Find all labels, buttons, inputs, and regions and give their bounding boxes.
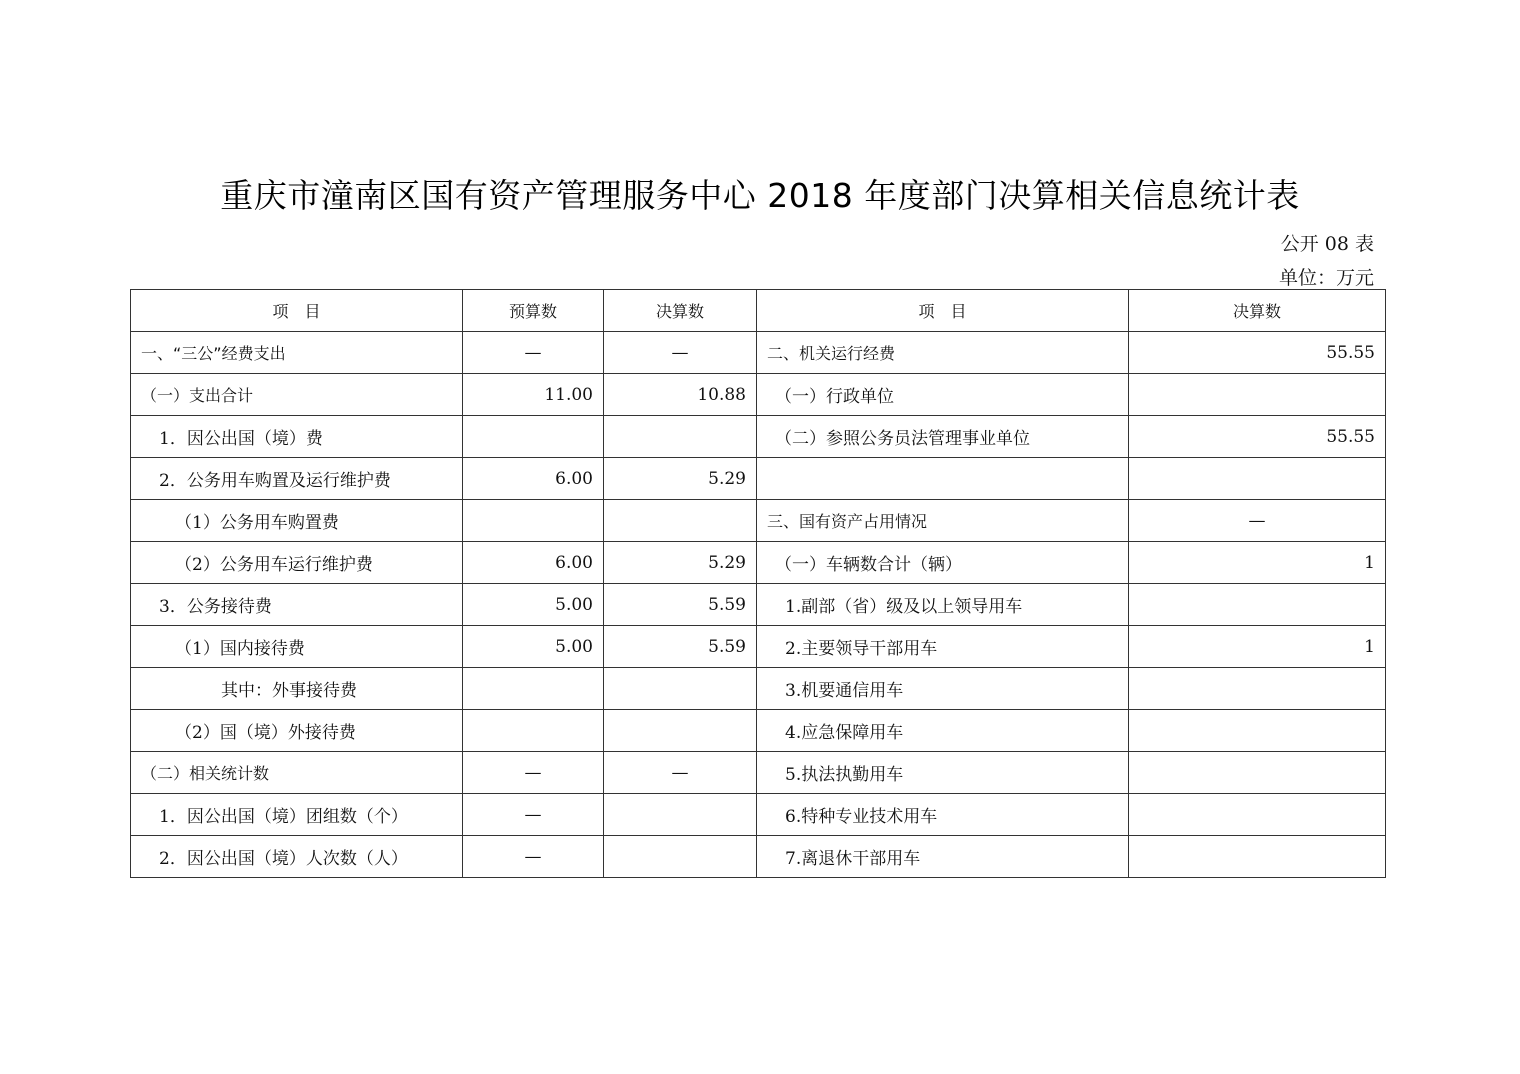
row-final (604, 500, 757, 542)
row-item-left: 1．因公出国（境）费 (131, 416, 463, 458)
table-row (131, 584, 1386, 626)
row-final-right (1129, 584, 1386, 626)
row-final-right: 1 (1129, 626, 1386, 668)
row-item-left: 3．公务接待费 (131, 584, 463, 626)
table-row (131, 626, 1386, 668)
row-item-right: 1.副部（省）级及以上领导用车 (757, 584, 1129, 626)
row-budget: 6.00 (463, 542, 604, 584)
row-item-left: （1）国内接待费 (131, 626, 463, 668)
row-final-right (1129, 710, 1386, 752)
row-budget (463, 668, 604, 710)
row-final-right (1129, 374, 1386, 416)
row-item-left: （2）公务用车运行维护费 (131, 542, 463, 584)
row-item-right: 6.特种专业技术用车 (757, 794, 1129, 836)
row-item-left: 一、“三公”经费支出 (131, 332, 463, 374)
header-final-right: 决算数 (1129, 290, 1386, 332)
row-budget (463, 710, 604, 752)
row-item-left: （一）支出合计 (131, 374, 463, 416)
table-row (131, 752, 1386, 794)
row-budget: — (463, 836, 604, 878)
row-final-right (1129, 794, 1386, 836)
row-budget: — (463, 794, 604, 836)
table-row (131, 458, 1386, 500)
row-final (604, 416, 757, 458)
table-row (131, 416, 1386, 458)
row-final: 5.29 (604, 458, 757, 500)
table-row (131, 374, 1386, 416)
row-budget: 6.00 (463, 458, 604, 500)
row-final (604, 836, 757, 878)
row-item-right: 5.执法执勤用车 (757, 752, 1129, 794)
row-budget (463, 500, 604, 542)
row-final: 5.59 (604, 626, 757, 668)
row-item-right: （一）车辆数合计（辆） (757, 542, 1129, 584)
statistics-table (130, 289, 1386, 878)
row-final: 5.59 (604, 584, 757, 626)
unit-label: 单位：万元 (1278, 267, 1374, 289)
row-final-right (1129, 752, 1386, 794)
row-item-left: 2．公务用车购置及运行维护费 (131, 458, 463, 500)
row-final-right: 55.55 (1129, 332, 1386, 374)
row-budget (463, 416, 604, 458)
row-budget: — (463, 752, 604, 794)
row-item-left: 2．因公出国（境）人次数（人） (131, 836, 463, 878)
table-row (131, 836, 1386, 878)
row-final-right (1129, 668, 1386, 710)
table-row (131, 710, 1386, 752)
table-row (131, 794, 1386, 836)
row-budget: 5.00 (463, 626, 604, 668)
row-final (604, 710, 757, 752)
page-title: 重庆市潼南区国有资产管理服务中心 2018 年度部门决算相关信息统计表 (220, 176, 1300, 215)
header-budget: 预算数 (463, 290, 604, 332)
row-budget: 5.00 (463, 584, 604, 626)
row-item-right: 4.应急保障用车 (757, 710, 1129, 752)
row-budget: 11.00 (463, 374, 604, 416)
table-row (131, 332, 1386, 374)
header-row (131, 290, 1386, 332)
header-final-left: 决算数 (604, 290, 757, 332)
row-item-left: （1）公务用车购置费 (131, 500, 463, 542)
row-item-left: （二）相关统计数 (131, 752, 463, 794)
row-final: 10.88 (604, 374, 757, 416)
header-item-left: 项 目 (131, 290, 463, 332)
row-item-right: 二、机关运行经费 (757, 332, 1129, 374)
header-item-right: 项 目 (757, 290, 1129, 332)
row-final-right (1129, 836, 1386, 878)
table-row (131, 668, 1386, 710)
row-item-right (757, 458, 1129, 500)
row-item-right: 三、国有资产占用情况 (757, 500, 1129, 542)
row-final-right: — (1129, 500, 1386, 542)
row-final (604, 668, 757, 710)
row-final: — (604, 752, 757, 794)
row-item-right: （二）参照公务员法管理事业单位 (757, 416, 1129, 458)
table-row (131, 500, 1386, 542)
table-row (131, 542, 1386, 584)
row-item-left: 其中：外事接待费 (131, 668, 463, 710)
row-item-right: （一）行政单位 (757, 374, 1129, 416)
row-final (604, 794, 757, 836)
row-item-right: 3.机要通信用车 (757, 668, 1129, 710)
row-item-left: （2）国（境）外接待费 (131, 710, 463, 752)
row-budget: — (463, 332, 604, 374)
row-final: 5.29 (604, 542, 757, 584)
row-item-right: 2.主要领导干部用车 (757, 626, 1129, 668)
form-code: 公开 08 表 (1280, 233, 1374, 255)
row-final: — (604, 332, 757, 374)
row-final-right (1129, 458, 1386, 500)
row-item-left: 1．因公出国（境）团组数（个） (131, 794, 463, 836)
row-item-right: 7.离退休干部用车 (757, 836, 1129, 878)
row-final-right: 55.55 (1129, 416, 1386, 458)
row-final-right: 1 (1129, 542, 1386, 584)
